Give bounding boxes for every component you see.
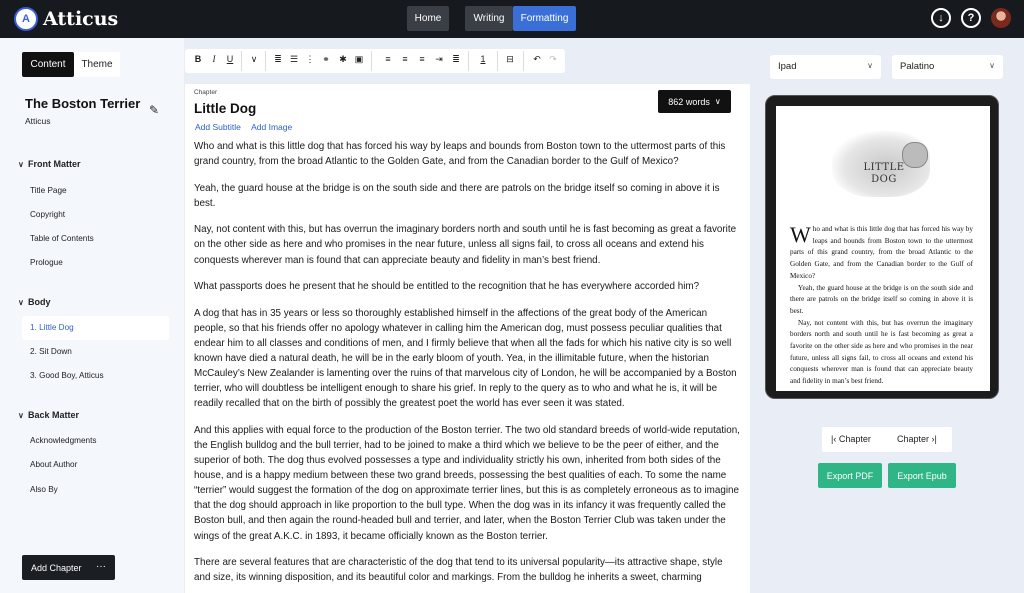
add-subtitle-link[interactable]: Add Subtitle bbox=[195, 122, 241, 132]
sidebar-item-title-page[interactable]: Title Page bbox=[30, 186, 67, 195]
paragraph: A dog that has in 35 years or less so thoroughly established himself in the affections of the great body of the American people, so that his friends offer no apology whatever in calling him the American dog, must possess peculiar qualities that endear him to all classes and conditions of men, and I firmly believe that when all the fads for which his native city is so well known have died a natural death, he will be in the early bloom of youth. Yea, in the illimitable future, when the historian McCauley’s New Zealander is lamenting over the ruins of that marvelous city of London, he will be accompanied by a Boston terrier, who will doubtless be intelligent enough to share his grief. In reply to the query as to who and what he is, it will be readily recalled that on the birth of possibly the greatest poet the world has ever seen it was stated. bbox=[194, 307, 737, 410]
book-author: Atticus bbox=[25, 116, 51, 126]
tablet-preview-screen[interactable] bbox=[776, 106, 990, 391]
section-back-matter[interactable] bbox=[18, 410, 79, 420]
asterisk-icon[interactable]: ✱ bbox=[339, 54, 347, 64]
preview-paragraph: Nay, not content with this, but has overrun the imaginary borders north and south until he is fast becoming as great a favorite on the other side as here and who promises in the near future, unless all signs fail, to cross all oceans and extend his conquests wherever man is found that can appreciate beauty and fidelity in man’s best friend. bbox=[790, 318, 973, 386]
toolbar-divider bbox=[497, 51, 498, 71]
chevron-down-icon: ∨ bbox=[18, 411, 24, 420]
help-icon[interactable]: ? bbox=[961, 8, 981, 28]
user-avatar[interactable] bbox=[991, 8, 1011, 28]
add-image-link[interactable]: Add Image bbox=[251, 122, 293, 132]
paragraph: Yeah, the guard house at the bridge is on the south side and there are patrols on the bridge itself so coming in above it is best. bbox=[194, 182, 720, 209]
preview-text bbox=[790, 224, 973, 388]
book-title: The Boston Terrier bbox=[25, 96, 141, 111]
nav-formatting-button[interactable]: Formatting bbox=[513, 6, 576, 31]
next-chapter-button[interactable] bbox=[897, 434, 937, 444]
paragraph: Nay, not content with this, but has overrun the imaginary borders north and south until he is fast becoming as great a favorite on the other side as here and who promises in the near future, unless all signs fail, to cross all oceans and extend his conquests wherever man is found that can appreciate beauty and fidelity in man’s best friend. bbox=[194, 224, 737, 266]
edit-pencil-icon[interactable]: ✎ bbox=[149, 103, 160, 117]
formatting-toolbar bbox=[185, 49, 565, 73]
sidebar-item-acknowledgments[interactable]: Acknowledgments bbox=[30, 436, 97, 445]
tab-theme[interactable]: Theme bbox=[74, 52, 120, 77]
export-pdf-button[interactable]: Export PDF bbox=[818, 463, 882, 488]
toolbar-divider bbox=[265, 51, 266, 71]
preview-paragraph-text: ho and what is this little dog that has forced his way by leaps and bounds from Boston town to the uttermost parts of this grand country, from the broad Atlantic to the Golden Gate, and from the Canadian border to the Gulf of Mexico? bbox=[790, 225, 973, 280]
sidebar-item-good-boy-atticus[interactable]: 3. Good Boy, Atticus bbox=[30, 371, 104, 380]
sidebar-item-copyright[interactable]: Copyright bbox=[30, 210, 66, 219]
preview-paragraph bbox=[790, 224, 973, 283]
indent-icon[interactable]: ⇥ bbox=[435, 54, 443, 64]
font-select-value: Palatino bbox=[900, 61, 935, 72]
footnote-icon[interactable]: 1 bbox=[480, 54, 486, 64]
next-chapter-label: Chapter bbox=[897, 434, 930, 444]
justify-icon[interactable]: ≣ bbox=[452, 54, 460, 64]
section-label: Body bbox=[28, 297, 51, 307]
next-chapter-icon: ›| bbox=[931, 434, 937, 444]
chapter-sublinks bbox=[195, 122, 292, 132]
sidebar-item-table-of-contents[interactable]: Table of Contents bbox=[30, 234, 94, 243]
align-right-icon[interactable]: ≡ bbox=[419, 54, 425, 64]
paragraph: And this applies with equal force to the production of the Boston terrier. The two old standard breeds of world-wide reputation, the English bulldog and the bull terrier, had to be joined to make a third which we believe to be the peer of either, and the superior of both. The dog thus evolved possesses a type and individuality strictly his own, inherited from both sides of the house, and is a happy medium between these two grand breeds, possessing the best qualities of each. To some the name “terrier” would suggest the formation of the dog on approximate terrier lines, but this is as completely erroneous as to imagine that the dog should approach in like proportion to the bull type. When the dog was in its infancy it was frequently called the Boston bull, and then again the round-headed bull and terrier, and later, when the Boston Terrier Club was taken under the wings of the great A.K.C. in 1893, it became officially known as the Boston terrier. bbox=[194, 424, 740, 542]
chapter-label: Chapter bbox=[194, 89, 218, 96]
bulleted-list-icon[interactable]: ☰ bbox=[289, 54, 299, 64]
word-count-label: 862 words bbox=[668, 96, 710, 107]
nav-writing-button[interactable]: Writing bbox=[465, 6, 513, 31]
add-chapter-label: Add Chapter bbox=[31, 562, 82, 573]
chapter-body-text[interactable] bbox=[194, 139, 740, 593]
toolbar-divider bbox=[371, 51, 372, 71]
sidebar-item-about-author[interactable]: About Author bbox=[30, 460, 78, 469]
redo-icon[interactable]: ↷ bbox=[549, 54, 557, 64]
tab-content[interactable]: Content bbox=[22, 52, 74, 77]
prev-chapter-label: Chapter bbox=[838, 434, 871, 444]
more-options-icon[interactable]: ··· bbox=[96, 561, 106, 572]
section-label: Back Matter bbox=[28, 410, 80, 420]
font-select[interactable] bbox=[892, 55, 1003, 79]
page-break-icon[interactable]: ⊟ bbox=[506, 54, 514, 64]
nav-home-button[interactable]: Home bbox=[407, 6, 449, 31]
section-label: Front Matter bbox=[28, 159, 81, 169]
align-center-icon[interactable]: ≡ bbox=[402, 54, 408, 64]
device-select-value: Ipad bbox=[778, 61, 797, 72]
top-bar bbox=[0, 0, 1024, 38]
download-icon[interactable]: ↓ bbox=[931, 8, 951, 28]
chevron-down-icon: ∨ bbox=[989, 61, 995, 70]
sidebar-item-also-by[interactable]: Also By bbox=[30, 485, 58, 494]
chevron-down-icon: ∨ bbox=[18, 298, 24, 307]
atticus-logo-icon[interactable]: A bbox=[14, 7, 38, 31]
toolbar-divider bbox=[241, 51, 242, 71]
prev-chapter-icon: |‹ bbox=[831, 434, 837, 444]
chapter-navigation bbox=[822, 427, 952, 452]
sidebar-item-little-dog[interactable]: 1. Little Dog bbox=[30, 323, 74, 332]
chevron-down-icon: ∨ bbox=[714, 97, 721, 106]
chevron-down-icon[interactable]: ∨ bbox=[250, 54, 258, 64]
export-epub-button[interactable]: Export Epub bbox=[888, 463, 956, 488]
paragraph: Who and what is this little dog that has forced his way by leaps and bounds from Boston town to the uttermost parts of this grand country, from the broad Atlantic to the Golden Gate, and from the Canadian border to the Gulf of Mexico? bbox=[194, 141, 726, 168]
link-icon[interactable]: ⚭ bbox=[322, 54, 330, 64]
numbered-list-icon[interactable]: ⋮ bbox=[305, 54, 315, 64]
chevron-down-icon: ∨ bbox=[18, 160, 24, 169]
italic-icon[interactable]: I bbox=[212, 54, 216, 64]
drop-cap: W bbox=[790, 222, 811, 247]
illustration-title: LITTLE DOG bbox=[863, 162, 905, 185]
underline-icon[interactable]: U bbox=[226, 54, 234, 64]
section-front-matter[interactable] bbox=[18, 159, 81, 169]
sidebar-item-prologue[interactable]: Prologue bbox=[30, 258, 63, 267]
prev-chapter-button[interactable] bbox=[831, 434, 871, 444]
toolbar-divider bbox=[523, 51, 524, 71]
chapter-editor[interactable] bbox=[185, 84, 750, 593]
paragraph: There are several features that are characteristic of the dog that tend to its universal popularity—its attractive shape, style and size, its winning disposition, and its beautiful color and markings. From the bulldog he inherits a sweet, charming bbox=[194, 557, 723, 584]
chevron-down-icon: ∨ bbox=[867, 61, 873, 70]
sidebar-item-sit-down[interactable]: 2. Sit Down bbox=[30, 347, 72, 356]
tablet-preview-frame bbox=[765, 95, 999, 399]
word-count-dropdown[interactable] bbox=[658, 90, 731, 113]
add-chapter-button[interactable] bbox=[22, 555, 115, 580]
paragraph-icon[interactable]: ≣ bbox=[274, 54, 282, 64]
undo-icon[interactable]: ↶ bbox=[533, 54, 541, 64]
bold-icon[interactable]: B bbox=[194, 54, 202, 64]
paragraph: What passports does he present that he should be entitled to the recognition that he has everywhere accorded him? bbox=[194, 281, 700, 293]
section-body[interactable] bbox=[18, 297, 51, 307]
chapter-title[interactable]: Little Dog bbox=[194, 101, 257, 116]
preview-paragraph: Yeah, the guard house at the bridge is on the south side and there are patrols on the bridge itself so coming in above it is best. bbox=[790, 283, 973, 315]
align-left-icon[interactable]: ≡ bbox=[385, 54, 391, 64]
device-select[interactable] bbox=[770, 55, 881, 79]
toolbar-divider bbox=[468, 51, 469, 71]
app-brand-name: Atticus bbox=[43, 8, 119, 30]
image-icon[interactable]: ▣ bbox=[354, 54, 364, 64]
